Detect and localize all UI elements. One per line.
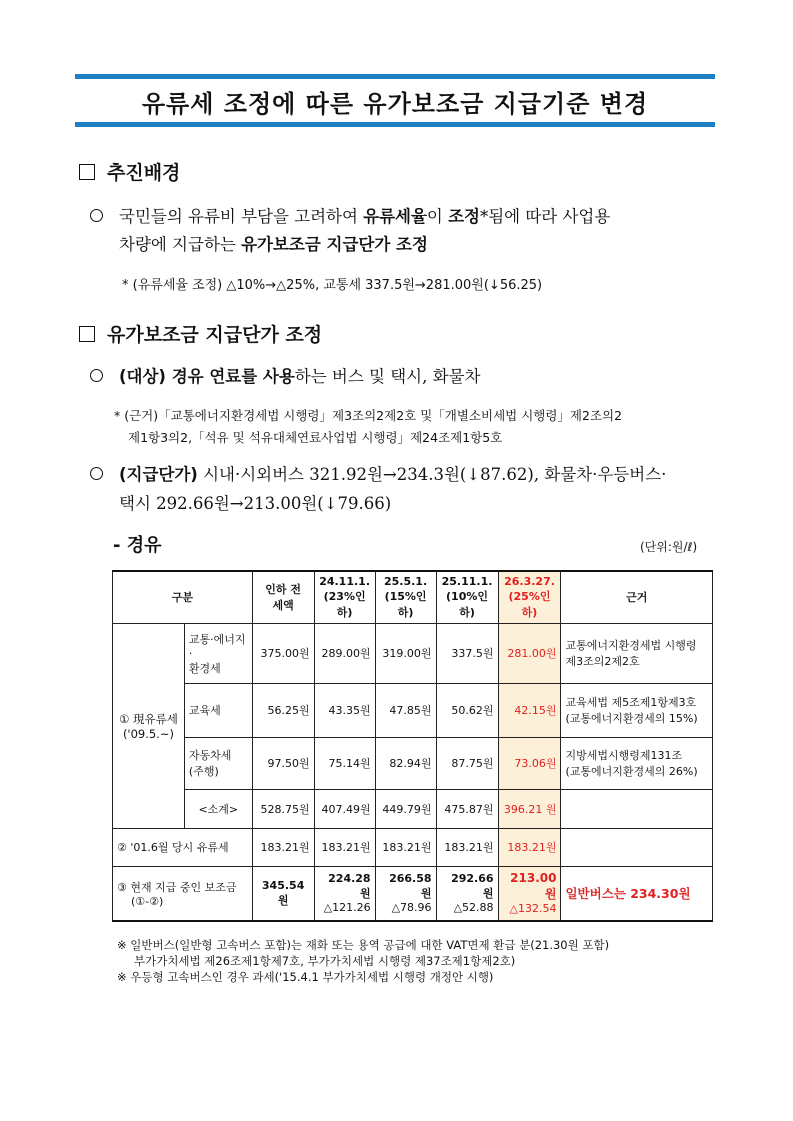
footnote-line: ※ 우등형 고속버스인 경우 과세('15.4.1 부가가치세법 시행령 개정안 시행): [117, 970, 494, 984]
bold-run: (대상) 경유 연료를 사용: [119, 367, 295, 386]
text-run: *됨에 따라 사업용: [479, 207, 611, 226]
section-heading-text: 추진배경: [107, 162, 181, 184]
footnote-line: 부가가치세법 제26조제1항제7호, 부가가치세법 시행령 제37조제1항제2호): [134, 954, 516, 968]
value-cell: [314, 866, 375, 921]
value-cell: 407.49원: [314, 789, 375, 828]
basis-cell: [561, 737, 713, 789]
text-run: 차량에 지급하는: [119, 235, 242, 254]
checkbox-square-icon: [79, 164, 95, 180]
bold-run: (지급단가): [119, 465, 198, 484]
header-line: 25.5.1.: [383, 574, 428, 588]
basis-cell: [561, 828, 713, 866]
basis-line: 교육세법 제5조제1항제3호: [565, 696, 697, 709]
item-line: (주행): [188, 765, 219, 778]
table-row-subtotal: [113, 789, 713, 828]
document-title: 유류세 조정에 따른 유가보조금 지급기준 변경: [141, 90, 649, 118]
item-line: 자동차세: [188, 749, 232, 762]
basis-cell: [561, 683, 713, 737]
item-cell: [184, 737, 252, 789]
value-cell-highlight: 73.06원: [498, 737, 561, 789]
header-line: (10%인하): [446, 589, 489, 619]
unit-label: (단위:원/ℓ): [640, 540, 698, 554]
row-label: [113, 866, 253, 921]
text-run: 하는 버스 및 택시, 화물차: [294, 367, 481, 386]
value-main: 213.00원: [510, 871, 557, 902]
text-run: 시내·시외버스 321.92원→234.3원(↓87.62), 화물차·우등버스·: [197, 465, 667, 484]
value-cell-highlight: 396.21 원: [498, 789, 561, 828]
value-cell: 43.35원: [314, 683, 375, 737]
checkbox-square-icon: [79, 326, 95, 342]
header-cell: [252, 571, 314, 623]
section-heading-background: [79, 158, 180, 185]
header-line: 25.11.1.: [441, 574, 493, 588]
header-cell: [375, 571, 436, 623]
header-line: (25%인하): [508, 589, 551, 619]
row-label: ② '01.6월 당시 유류세: [113, 828, 253, 866]
value-cell: 183.21원: [375, 828, 436, 866]
value-cell: 183.21원: [252, 828, 314, 866]
header-cell-highlight: [498, 571, 561, 623]
basis-line: (교통에너지환경세의 15%): [565, 712, 698, 725]
legal-basis-line: 제1항3의2,「석유 및 석유대체연료사업법 시행령」제24조제1항5호: [128, 430, 503, 445]
value-cell: [436, 866, 498, 921]
value-cell: [375, 866, 436, 921]
value-cell: 97.50원: [252, 737, 314, 789]
legal-basis-line: * (근거)「교통에너지환경세법 시행령」제3조의2제2호 및「개별소비세법 시행령」제2조의2: [114, 408, 623, 423]
header-line: 세액: [272, 599, 294, 613]
section-heading-text: 유가보조금 지급단가 조정: [107, 324, 323, 346]
background-paragraph-line2: [119, 231, 428, 259]
header-cell: 근거: [561, 571, 713, 623]
value-cell: 56.25원: [252, 683, 314, 737]
legal-basis-note: [114, 405, 622, 449]
value-cell: 337.5원: [436, 623, 498, 683]
table-row: [113, 683, 713, 737]
value-diff: △121.26: [323, 901, 371, 915]
header-line: 인하 전: [265, 583, 301, 597]
basis-line: 교통에너지환경세법 시행령: [565, 639, 697, 652]
value-diff: △52.88: [453, 901, 494, 915]
value-cell-highlight: 183.21원: [498, 828, 561, 866]
header-cell: 구분: [113, 571, 253, 623]
value-cell: 449.79원: [375, 789, 436, 828]
value-diff: △78.96: [391, 901, 432, 915]
value-cell: 319.00원: [375, 623, 436, 683]
text-run: 국민들의 유류비 부담을 고려하여: [119, 207, 364, 226]
circle-bullet-icon: [90, 467, 103, 480]
rate-adjust-note: * (유류세율 조정) △10%→△25%, 교통세 337.5원→281.00원(↓56.25): [122, 278, 543, 293]
basis-line: 지방세법시행령제131조: [565, 749, 683, 762]
value-cell-highlight: [498, 866, 561, 921]
text-run: 이: [426, 207, 449, 226]
group-cell: [113, 623, 185, 828]
value-main: 224.28원: [328, 872, 371, 901]
group-label: ① 現유류세: [119, 711, 178, 726]
value-cell: 475.87원: [436, 789, 498, 828]
section-heading-subsidy: [79, 320, 322, 347]
item-cell: 교육세: [184, 683, 252, 737]
footnote-line: ※ 일반버스(일반형 고속버스 포함)는 재화 또는 용역 공급에 대한 VAT면제 환급 분(21.30원 포함): [117, 938, 610, 952]
value-cell: 528.75원: [252, 789, 314, 828]
target-paragraph: [90, 364, 480, 390]
basis-cell: [561, 866, 713, 921]
footnotes: [117, 937, 609, 985]
group-label: ('09.5.~): [122, 726, 174, 741]
header-cell: [314, 571, 375, 623]
value-main: 292.66원: [451, 872, 494, 901]
item-cell: [184, 623, 252, 683]
bold-run: 유가보조금 지급단가 조정: [241, 235, 428, 254]
table-header-row: [113, 571, 713, 623]
bold-run: 조정: [448, 207, 480, 226]
row-label-line: ③ 현재 지급 중인 보조금: [117, 880, 237, 894]
basis-line: (교통에너지환경세의 26%): [565, 765, 698, 778]
table-row: [113, 623, 713, 683]
header-cell: [436, 571, 498, 623]
title-top-rule: [75, 74, 715, 79]
header-line: (23%인하): [323, 589, 366, 619]
circle-bullet-icon: [90, 209, 103, 222]
header-line: (15%인하): [384, 589, 427, 619]
unit-price-paragraph: [90, 461, 666, 489]
value-cell: 375.00원: [252, 623, 314, 683]
table-row: [113, 828, 713, 866]
bold-run: 유류세율: [363, 207, 427, 226]
value-cell: 289.00원: [314, 623, 375, 683]
table-row-current: [113, 866, 713, 921]
value-cell: 47.85원: [375, 683, 436, 737]
value-cell-highlight: 42.15원: [498, 683, 561, 737]
basis-cell: [561, 623, 713, 683]
subheading-diesel: - 경유: [113, 535, 162, 556]
header-line: 26.3.27.: [504, 574, 555, 588]
table-row: [113, 737, 713, 789]
value-cell: 345.54원: [252, 866, 314, 921]
item-line: 교통·에너지·: [188, 632, 246, 660]
row-label-line: (①-②): [131, 894, 164, 908]
background-paragraph: [90, 203, 730, 231]
unit-price-paragraph-line2: 택시 292.66원→213.00원(↓79.66): [119, 494, 392, 513]
value-diff: △132.54: [509, 902, 557, 916]
value-cell: 87.75원: [436, 737, 498, 789]
general-bus-note: 일반버스는 234.30원: [565, 886, 691, 902]
value-cell: 183.21원: [436, 828, 498, 866]
value-cell: 82.94원: [375, 737, 436, 789]
value-cell-highlight: 281.00원: [498, 623, 561, 683]
header-line: 24.11.1.: [319, 574, 370, 588]
item-cell: <소계>: [184, 789, 252, 828]
item-line: 환경세: [188, 661, 221, 675]
value-main: 266.58원: [389, 872, 432, 901]
value-cell: 183.21원: [314, 828, 375, 866]
value-cell: 75.14원: [314, 737, 375, 789]
value-cell: 50.62원: [436, 683, 498, 737]
circle-bullet-icon: [90, 369, 103, 382]
basis-line: 제3조의2제2호: [565, 655, 640, 668]
basis-cell: [561, 789, 713, 828]
title-bottom-rule: [75, 122, 715, 127]
subsidy-table: [112, 570, 713, 922]
